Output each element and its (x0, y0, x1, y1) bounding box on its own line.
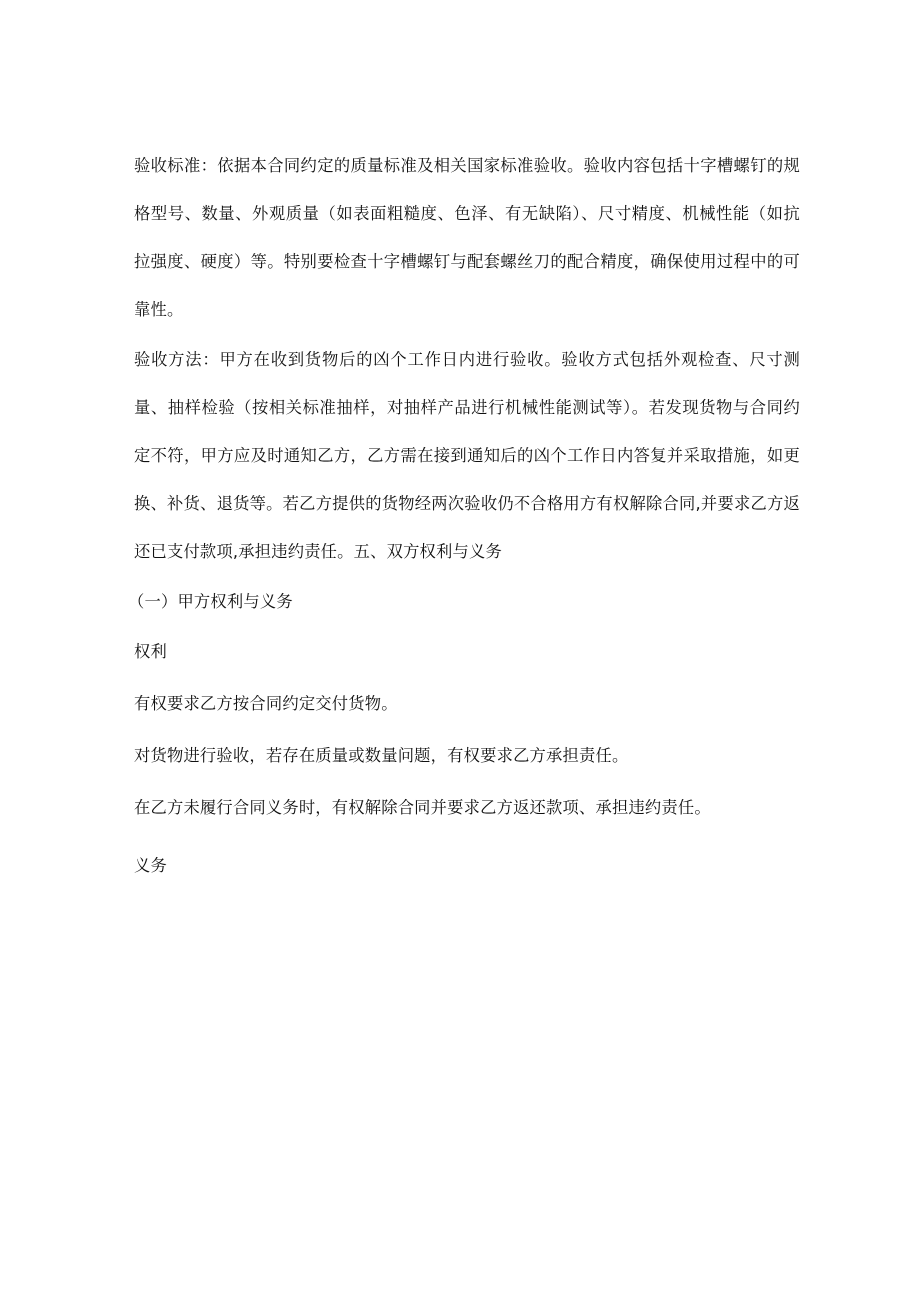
acceptance-standard-paragraph: 验收标准：依据本合同约定的质量标准及相关国家标准验收。验收内容包括十字槽螺钉的规格型号、数量、外观质量（如表面粗糙度、色泽、有无缺陷）、尺寸精度、机械性能（如抗拉强度、硬度）等。特别要检查十字槽螺钉与配套螺丝刀的配合精度，确保使用过程中的可靠性。 (134, 156, 800, 319)
acceptance-method-paragraph: 验收方法：甲方在收到货物后的凶个工作日内进行验收。验收方式包括外观检查、尺寸测量、抽样检验（按相关标准抽样，对抽样产品进行机械性能测试等）。若发现货物与合同约定不符，甲方应及时通知乙方，乙方需在接到通知后的凶个工作日内答复并采取措施，如更换、补货、退货等。若乙方提供的货物经两次验收仍不合格用方有权解除合同,并要求乙方返还已支付款项,承担违约责任。五、双方权利与义务 (134, 350, 800, 561)
section-heading-party-a: （一）甲方权利与义务 (128, 592, 293, 611)
rights-item: 对货物进行验收，若存在质量或数量问题，有权要求乙方承担责任。 (134, 746, 629, 765)
rights-item: 在乙方未履行合同义务时，有权解除合同并要求乙方返还款项、承担违约责任。 (134, 798, 711, 817)
obligations-heading: 义务 (134, 856, 167, 875)
rights-heading: 权利 (134, 642, 167, 661)
rights-item: 有权要求乙方按合同约定交付货物。 (134, 694, 398, 713)
document-body (128, 142, 800, 890)
